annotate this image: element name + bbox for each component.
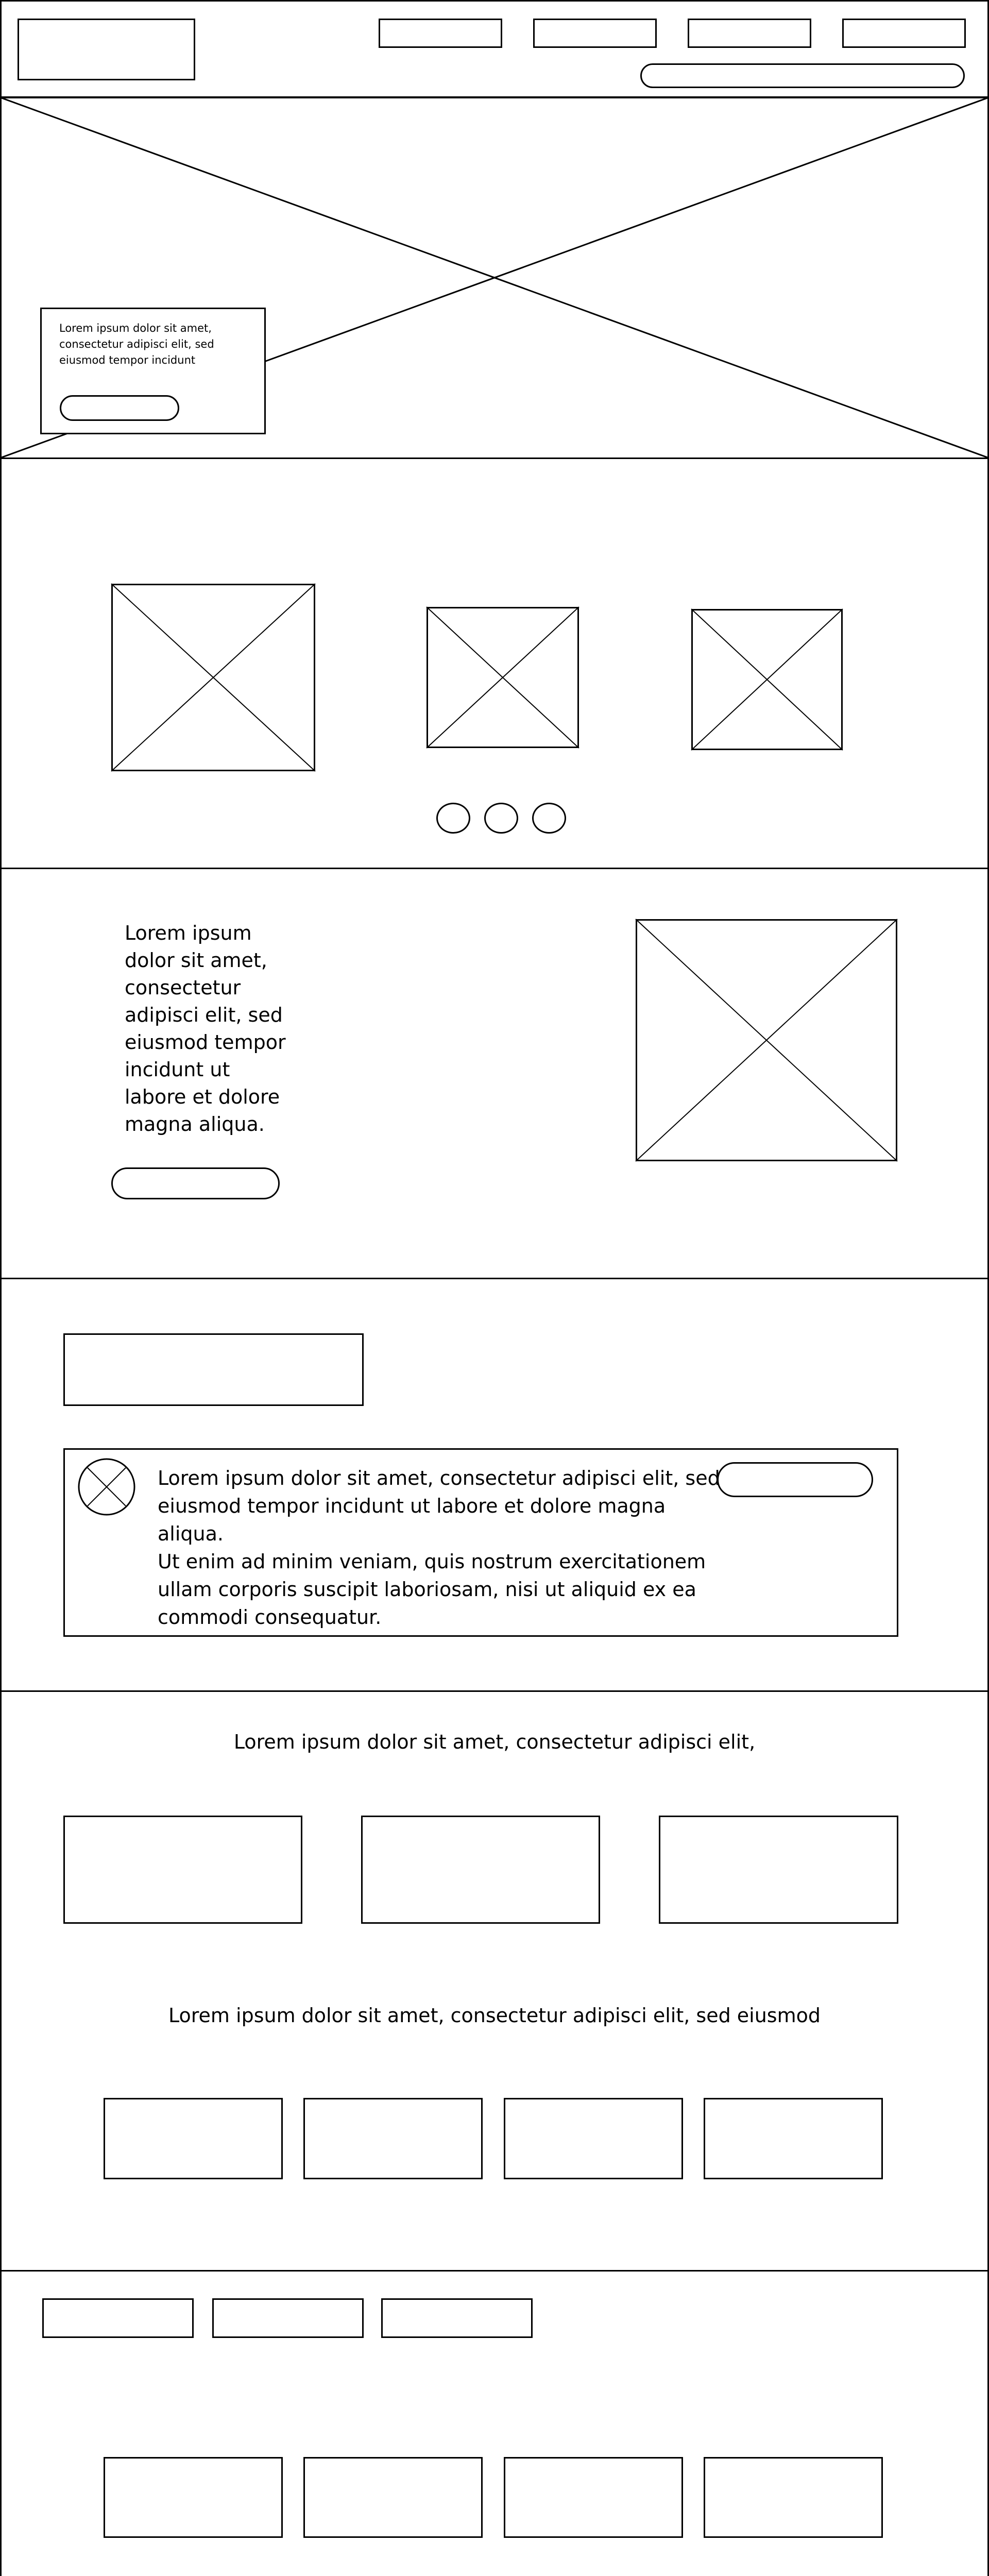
footer-tab-1[interactable] — [42, 2298, 194, 2338]
grid-card-1[interactable] — [63, 1816, 302, 1924]
footer-tile-3[interactable] — [504, 2457, 683, 2538]
hero-divider — [0, 457, 989, 459]
feature-text-line: magna aliqua. — [125, 1113, 265, 1136]
carousel-dot-2[interactable] — [484, 803, 518, 834]
feature-text-line: incidunt ut — [125, 1058, 230, 1081]
carousel-slide-2[interactable] — [427, 607, 579, 748]
feature-image-placeholder — [636, 919, 897, 1161]
section-heading-placeholder — [63, 1333, 364, 1406]
carousel-slide-1[interactable] — [111, 584, 315, 771]
feature-text — [125, 920, 310, 1138]
grid-tile-3[interactable] — [504, 2098, 683, 2179]
footer-tab-3[interactable] — [381, 2298, 533, 2338]
alert-message-line: Ut enim ad minim veniam, quis nostrum exercitationem — [158, 1550, 706, 1573]
feature-cta-button[interactable] — [111, 1167, 280, 1199]
feature-text-line: adipisci elit, sed — [125, 1004, 283, 1026]
grid-tile-1[interactable] — [104, 2098, 283, 2179]
nav-item-3[interactable] — [688, 19, 811, 48]
alert-message-line: ullam corporis suscipit laboriosam, nisi ut aliquid ex ea — [158, 1578, 696, 1601]
feature-text-line: Lorem ipsum — [125, 922, 252, 944]
footer-tile-2[interactable] — [303, 2457, 483, 2538]
nav-item-1[interactable] — [379, 19, 502, 48]
close-icon[interactable] — [77, 1458, 136, 1516]
grid-card-2[interactable] — [361, 1816, 600, 1924]
grid-title-one: Lorem ipsum dolor sit amet, consectetur adipisci elit, — [233, 1731, 756, 1753]
grid-card-3[interactable] — [659, 1816, 898, 1924]
carousel-slide-3[interactable] — [691, 609, 843, 750]
hero-text: Lorem ipsum dolor sit amet, consectetur adipisci elit, sed eiusmod tempor incidunt — [59, 322, 214, 366]
search-input[interactable] — [640, 63, 965, 88]
alert-message-line: Lorem ipsum dolor sit amet, consectetur adipisci elit, sed — [158, 1467, 720, 1489]
alert-message-line: eiusmod tempor incidunt ut labore et dolore magna aliqua. — [158, 1495, 666, 1545]
footer-tile-4[interactable] — [704, 2457, 883, 2538]
feature-text-line: consectetur — [125, 976, 241, 999]
grid-tile-2[interactable] — [303, 2098, 483, 2179]
hero-cta-button[interactable] — [60, 395, 179, 421]
carousel-divider — [0, 868, 989, 869]
feature-text-line: dolor sit amet, — [125, 949, 267, 972]
carousel-dot-3[interactable] — [532, 803, 566, 834]
logo-placeholder[interactable] — [18, 19, 195, 80]
carousel-dot-1[interactable] — [436, 803, 470, 834]
alert-message — [158, 1464, 735, 1631]
footer-tab-2[interactable] — [212, 2298, 364, 2338]
grid-title-two: Lorem ipsum dolor sit amet, consectetur adipisci elit, sed eiusmod — [168, 2004, 821, 2027]
feature-divider — [0, 1278, 989, 1279]
nav-item-4[interactable] — [842, 19, 966, 48]
grid-divider — [0, 2270, 989, 2272]
grid-tile-4[interactable] — [704, 2098, 883, 2179]
feature-text-line: labore et dolore — [125, 1086, 280, 1108]
alert-action-button[interactable] — [717, 1462, 873, 1497]
footer-tile-1[interactable] — [104, 2457, 283, 2538]
alert-message-line: commodi consequatur. — [158, 1606, 382, 1629]
nav-item-2[interactable] — [533, 19, 657, 48]
alert-divider — [0, 1690, 989, 1692]
feature-text-line: eiusmod tempor — [125, 1031, 286, 1054]
